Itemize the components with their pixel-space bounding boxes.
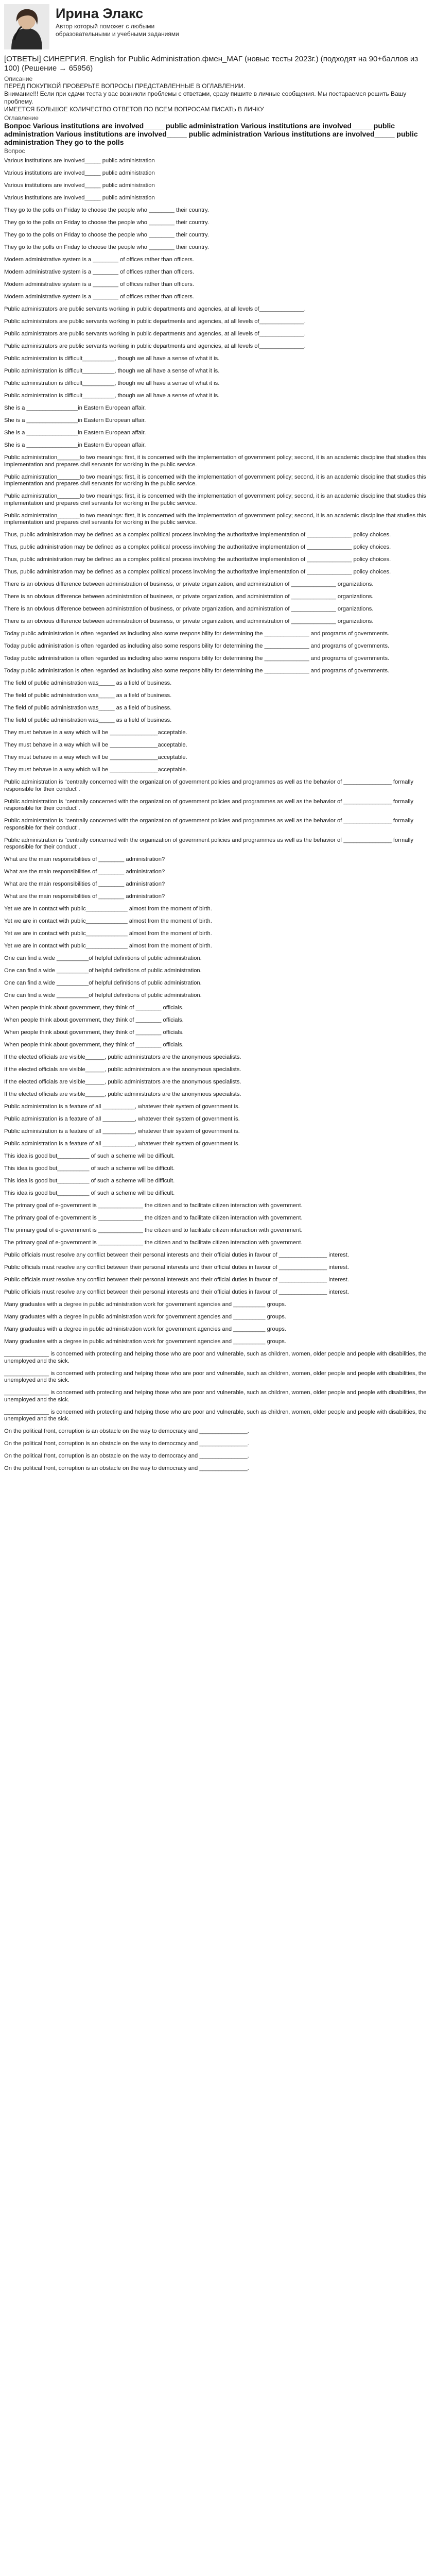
- question-item: She is a ________________in Eastern European affair.: [4, 405, 146, 411]
- question-item: Many graduates with a degree in public administration work for government agencies and __________ groups.: [4, 1326, 286, 1332]
- description-line: Внимание!!! Если при сдачи теста у вас возникли проблемы с ответами, сразу пишите в личные сообщения. Мы постараемся решить Вашу проблему.: [4, 90, 407, 105]
- question-item: Thus, public administration may be defined as a complex political process involving the authoritative implementation of ______________ policy choices.: [4, 544, 391, 550]
- question-item: Public administration_______to two meanings: first, it is concerned with the implementation of government policy; second, it is an academic discipline that studies this implementation and prepares civil servants for working in the public service.: [4, 473, 428, 487]
- question-item: Thus, public administration may be defined as a complex political process involving the authoritative implementation of ______________ policy choices.: [4, 556, 391, 563]
- question-item: Modern administrative system is a ________ of offices rather than officers.: [4, 257, 194, 263]
- description-label: Описание: [4, 75, 33, 82]
- question-item: Public administration is difficult__________, though we all have a sense of what it is.: [4, 380, 220, 386]
- question-item: Various institutions are involved_____ public administration: [4, 170, 155, 176]
- question-item: Public administration is difficult__________, though we all have a sense of what it is.: [4, 368, 220, 374]
- question-item: Public administration is a feature of all __________, whatever their system of government is.: [4, 1141, 240, 1147]
- question-item: Public administration is difficult__________, though we all have a sense of what it is.: [4, 393, 220, 399]
- avatar[interactable]: [4, 4, 49, 49]
- question-item: Modern administrative system is a ________ of offices rather than officers.: [4, 294, 194, 300]
- question-item: She is a ________________in Eastern European affair.: [4, 430, 146, 436]
- question-item: Public administration is a feature of all __________, whatever their system of government is.: [4, 1128, 240, 1134]
- question-label: Вопрос: [4, 147, 25, 155]
- question-item: The field of public administration was_____ as a field of business.: [4, 705, 172, 711]
- question-list: [4, 158, 432, 1472]
- question-item: Public administration is a feature of all __________, whatever their system of government is.: [4, 1104, 240, 1110]
- author-block: [4, 4, 432, 54]
- question-item: The primary goal of e-government is ______________ the citizen and to facilitate citizen interaction with government.: [4, 1202, 303, 1209]
- toc-label: Оглавление: [4, 114, 39, 122]
- question-item: Thus, public administration may be defined as a complex political process involving the authoritative implementation of ______________ policy choices.: [4, 532, 391, 538]
- question-item: Public administration_______to two meanings: first, it is concerned with the implementation of government policy; second, it is an academic discipline that studies this implementation and prepares civil servants for working in the public service.: [4, 454, 428, 468]
- page-title: [ОТВЕТЫ] СИНЕРГИЯ. English for Public Administration.фмен_МАГ (новые тесты 2023г.) (подходят на 90+баллов из 100) (Решение → 65956): [4, 55, 418, 73]
- question-item: Public administration is difficult__________, though we all have a sense of what it is.: [4, 355, 220, 362]
- question-item: Public administration is "centrally concerned with the organization of government policies and programmes as well as the behavior of _______________ formally responsible for their conduct".: [4, 779, 415, 792]
- question-item: This idea is good but__________ of such a scheme will be difficult.: [4, 1153, 175, 1159]
- question-item: Yet we are in contact with public_____________ almost from the moment of birth.: [4, 906, 212, 912]
- question-item: Yet we are in contact with public_____________ almost from the moment of birth.: [4, 918, 212, 924]
- question-item: Public administration is a feature of all __________, whatever their system of government is.: [4, 1116, 240, 1122]
- question-item: They go to the polls on Friday to choose the people who ________ their country.: [4, 232, 209, 238]
- question-item: One can find a wide __________of helpful definitions of public administration.: [4, 992, 202, 998]
- description-line: ИМЕЕТСЯ БОЛЬШОЕ КОЛИЧЕСТВО ОТВЕТОВ ПО ВСЕМ ВОПРОСАМ ПИСАТЬ В ЛИЧКУ: [4, 106, 264, 113]
- question-item: Today public administration is often regarded as including also some responsibility for determining the ______________ and programs of governments.: [4, 631, 390, 637]
- question-item: They must behave in a way which will be _______________acceptable.: [4, 742, 187, 748]
- author-name[interactable]: Ирина Элакс: [56, 6, 144, 21]
- question-item: On the political front, corruption is an obstacle on the way to democracy and _______________.: [4, 1453, 249, 1459]
- question-item: One can find a wide __________of helpful definitions of public administration.: [4, 980, 202, 986]
- question-item: She is a ________________in Eastern European affair.: [4, 417, 146, 423]
- description-line: ПЕРЕД ПОКУПКОЙ ПРОВЕРЬТЕ ВОПРОСЫ ПРЕДСТАВЛЕННЫЕ В ОГЛАВЛЕНИИ.: [4, 82, 246, 90]
- question-item: She is a ________________in Eastern European affair.: [4, 442, 146, 448]
- question-item: Public administration_______to two meanings: first, it is concerned with the implementation of government policy; second, it is an academic discipline that studies this implementation and prepares civil servants for working in the public service.: [4, 493, 428, 506]
- question-item: When people think about government, they think of ________ officials.: [4, 1042, 184, 1048]
- question-item: On the political front, corruption is an obstacle on the way to democracy and _______________.: [4, 1428, 249, 1434]
- question-item: Today public administration is often regarded as including also some responsibility for determining the ______________ and programs of governments.: [4, 643, 390, 649]
- question-item: Public administrators are public servants working in public departments and agencies, at all levels of______________.: [4, 343, 306, 349]
- question-item: What are the main responsibilities of ________ administration?: [4, 856, 165, 862]
- question-item: When people think about government, they think of ________ officials.: [4, 1029, 184, 1036]
- description: [4, 82, 432, 113]
- author-description: Автор который поможет с любыми образовательными и учебными заданиями: [56, 23, 179, 38]
- question-item: Yet we are in contact with public_____________ almost from the moment of birth.: [4, 943, 212, 949]
- question-item: What are the main responsibilities of ________ administration?: [4, 881, 165, 887]
- question-item: When people think about government, they think of ________ officials.: [4, 1017, 184, 1023]
- question-item: ______________ is concerned with protecting and helping those who are poor and vulnerable, such as children, women, older people and people with disabilities, the unemployed and the sick.: [4, 1370, 428, 1383]
- question-item: Public administration is "centrally concerned with the organization of government policies and programmes as well as the behavior of _______________ formally responsible for their conduct".: [4, 837, 415, 850]
- question-item: The primary goal of e-government is ______________ the citizen and to facilitate citizen interaction with government.: [4, 1215, 303, 1221]
- question-item: The field of public administration was_____ as a field of business.: [4, 680, 172, 686]
- question-item: What are the main responsibilities of ________ administration?: [4, 893, 165, 900]
- question-item: If the elected officials are visible______, public administrators are the anonymous specialists.: [4, 1054, 241, 1060]
- question-item: They must behave in a way which will be _______________acceptable.: [4, 767, 187, 773]
- question-item: Various institutions are involved_____ public administration: [4, 195, 155, 201]
- question-item: Many graduates with a degree in public administration work for government agencies and __________ groups.: [4, 1301, 286, 1308]
- question-item: On the political front, corruption is an obstacle on the way to democracy and _______________.: [4, 1440, 249, 1447]
- question-item: They must behave in a way which will be _______________acceptable.: [4, 730, 187, 736]
- question-item: Public officials must resolve any conflict between their personal interests and their official duties in favour of _______________ interest.: [4, 1289, 349, 1295]
- question-item: There is an obvious difference between administration of business, or private organization, and administration of ______________ organizations.: [4, 618, 374, 624]
- avatar-image: [4, 4, 49, 49]
- question-item: Many graduates with a degree in public administration work for government agencies and __________ groups.: [4, 1338, 286, 1345]
- question-item: Today public administration is often regarded as including also some responsibility for determining the ______________ and programs of governments.: [4, 668, 390, 674]
- question-item: They go to the polls on Friday to choose the people who ________ their country.: [4, 207, 209, 213]
- question-item: This idea is good but__________ of such a scheme will be difficult.: [4, 1178, 175, 1184]
- question-item: They go to the polls on Friday to choose the people who ________ their country.: [4, 219, 209, 226]
- question-item: One can find a wide __________of helpful definitions of public administration.: [4, 968, 202, 974]
- question-item: If the elected officials are visible______, public administrators are the anonymous specialists.: [4, 1079, 241, 1085]
- question-item: Many graduates with a degree in public administration work for government agencies and __________ groups.: [4, 1314, 286, 1320]
- question-item: Public administrators are public servants working in public departments and agencies, at all levels of______________.: [4, 331, 306, 337]
- question-item: The field of public administration was_____ as a field of business.: [4, 692, 172, 699]
- question-item: What are the main responsibilities of ________ administration?: [4, 869, 165, 875]
- question-item: Public administration_______to two meanings: first, it is concerned with the implementation of government policy; second, it is an academic discipline that studies this implementation and prepares civil servants for working in the public service.: [4, 512, 428, 526]
- question-item: Public officials must resolve any conflict between their personal interests and their official duties in favour of _______________ interest.: [4, 1264, 349, 1270]
- question-item: Public officials must resolve any conflict between their personal interests and their official duties in favour of _______________ interest.: [4, 1277, 349, 1283]
- question-item: There is an obvious difference between administration of business, or private organization, and administration of ______________ organizations.: [4, 594, 374, 600]
- question-item: Public administration is "centrally concerned with the organization of government policies and programmes as well as the behavior of _______________ formally responsible for their conduct".: [4, 798, 415, 811]
- question-item: There is an obvious difference between administration of business, or private organization, and administration of ______________ organizations.: [4, 606, 374, 612]
- question-item: Various institutions are involved_____ public administration: [4, 158, 155, 164]
- question-item: The field of public administration was_____ as a field of business.: [4, 717, 172, 723]
- question-item: This idea is good but__________ of such a scheme will be difficult.: [4, 1165, 175, 1172]
- question-item: The primary goal of e-government is ______________ the citizen and to facilitate citizen interaction with government.: [4, 1240, 303, 1246]
- question-item: If the elected officials are visible______, public administrators are the anonymous specialists.: [4, 1091, 241, 1097]
- question-item: They go to the polls on Friday to choose the people who ________ their country.: [4, 244, 209, 250]
- question-item: ______________ is concerned with protecting and helping those who are poor and vulnerable, such as children, women, older people and people with disabilities, the unemployed and the sick.: [4, 1389, 428, 1403]
- question-item: There is an obvious difference between administration of business, or private organization, and administration of ______________ organizations.: [4, 581, 374, 587]
- toc-heading: Вопрос Various institutions are involved_____ public administration Various institutions are involved_____ public administration Various institutions are involved_____ public administration Various institutions are involved_____ public administration They go to the polls: [4, 122, 418, 146]
- question-item: On the political front, corruption is an obstacle on the way to democracy and _______________.: [4, 1465, 249, 1471]
- question-item: Modern administrative system is a ________ of offices rather than officers.: [4, 269, 194, 275]
- question-item: Various institutions are involved_____ public administration: [4, 182, 155, 189]
- question-item: The primary goal of e-government is ______________ the citizen and to facilitate citizen interaction with government.: [4, 1227, 303, 1233]
- question-item: This idea is good but__________ of such a scheme will be difficult.: [4, 1190, 175, 1196]
- question-item: Yet we are in contact with public_____________ almost from the moment of birth.: [4, 930, 212, 937]
- question-item: One can find a wide __________of helpful definitions of public administration.: [4, 955, 202, 961]
- question-item: Modern administrative system is a ________ of offices rather than officers.: [4, 281, 194, 287]
- question-item: Public administrators are public servants working in public departments and agencies, at all levels of______________.: [4, 318, 306, 325]
- question-item: ______________ is concerned with protecting and helping those who are poor and vulnerable, such as children, women, older people and people with disabilities, the unemployed and the sick.: [4, 1351, 428, 1364]
- question-item: Public administrators are public servants working in public departments and agencies, at all levels of______________.: [4, 306, 306, 312]
- question-item: When people think about government, they think of ________ officials.: [4, 1005, 184, 1011]
- question-item: Public administration is "centrally concerned with the organization of government policies and programmes as well as the behavior of _______________ formally responsible for their conduct".: [4, 818, 415, 831]
- question-item: ______________ is concerned with protecting and helping those who are poor and vulnerable, such as children, women, older people and people with disabilities, the unemployed and the sick.: [4, 1409, 428, 1422]
- question-item: They must behave in a way which will be _______________acceptable.: [4, 754, 187, 760]
- question-item: If the elected officials are visible______, public administrators are the anonymous specialists.: [4, 1066, 241, 1073]
- question-item: Public officials must resolve any conflict between their personal interests and their official duties in favour of _______________ interest.: [4, 1252, 349, 1258]
- question-item: Thus, public administration may be defined as a complex political process involving the authoritative implementation of ______________ policy choices.: [4, 569, 391, 575]
- question-item: Today public administration is often regarded as including also some responsibility for determining the ______________ and programs of governments.: [4, 655, 390, 662]
